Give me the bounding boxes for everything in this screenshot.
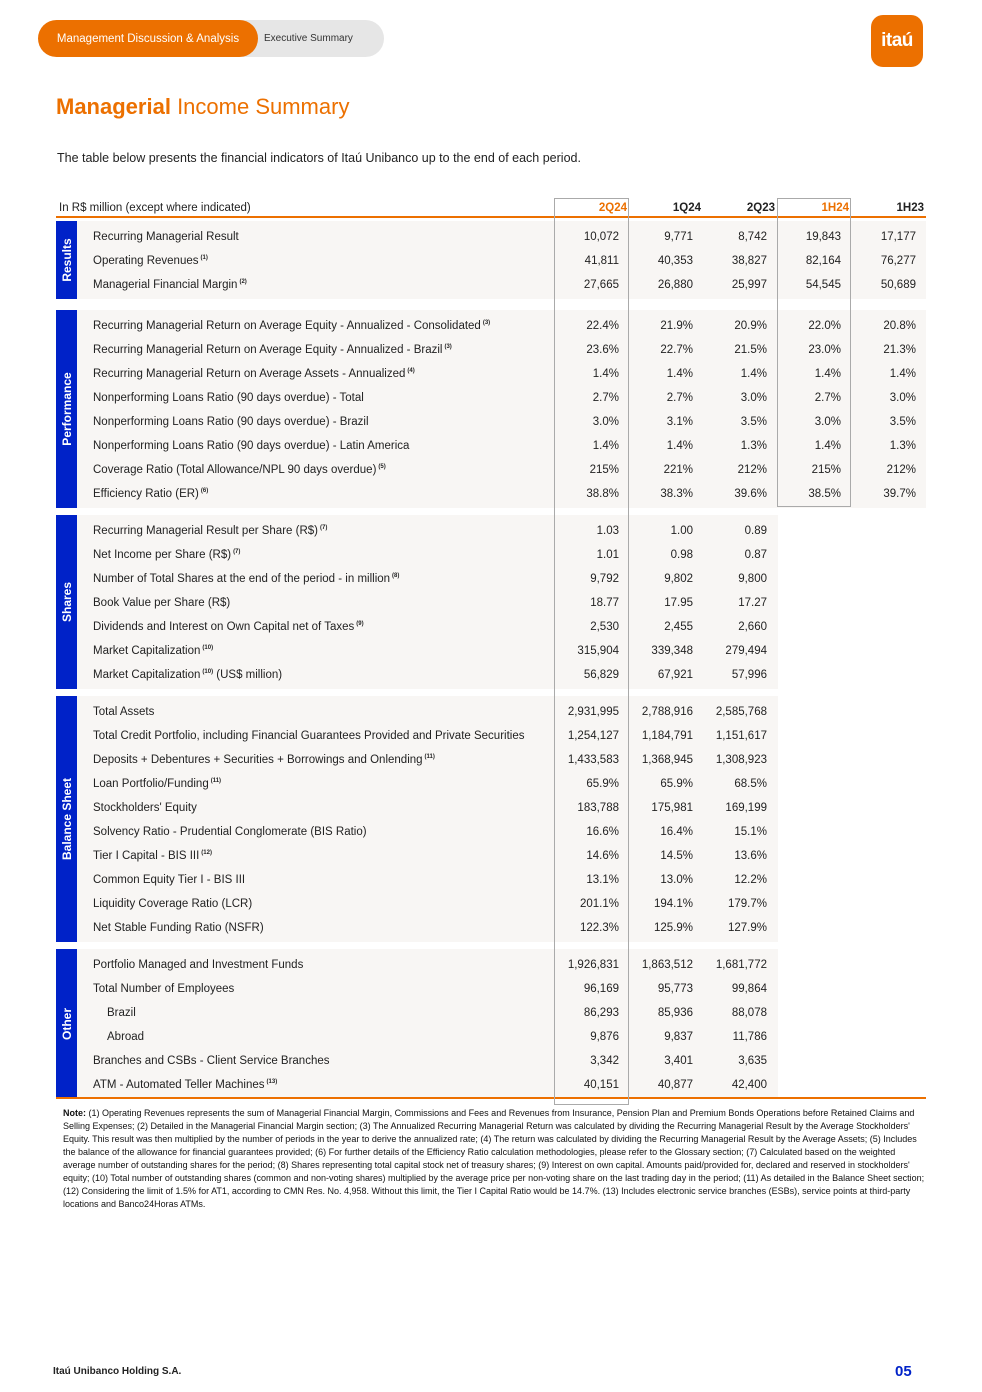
table-row <box>93 440 926 456</box>
row-label <box>93 983 234 995</box>
cell-1h24: 19,843 <box>805 231 841 243</box>
cell-2q24: 40,151 <box>583 1079 619 1091</box>
table-row <box>93 320 926 336</box>
section-bar-results <box>56 221 77 299</box>
cell-1q24: 1,368,945 <box>641 754 693 766</box>
cell-1h24: 1.4% <box>814 368 841 380</box>
cell-1q24: 1,184,791 <box>641 730 693 742</box>
cell-2q23: 279,494 <box>725 645 767 657</box>
row-label-text: Efficiency Ratio (ER) <box>93 488 199 500</box>
cell-2q24: 38.8% <box>586 488 619 500</box>
cell-2q24: 9,876 <box>590 1031 619 1043</box>
row-label <box>93 573 399 585</box>
itau-logo: itaú <box>871 15 923 67</box>
cell-2q23: 1,681,772 <box>715 959 767 971</box>
cell-2q24: 1.03 <box>596 525 619 537</box>
row-label <box>93 368 415 380</box>
cell-2q23: 11,786 <box>732 1031 767 1043</box>
cell-1h24: 54,545 <box>805 279 841 291</box>
cell-1q24: 221% <box>663 464 693 476</box>
cell-1q24: 38.3% <box>660 488 693 500</box>
table-row <box>93 573 926 589</box>
row-label <box>93 959 303 971</box>
cell-1q24: 194.1% <box>653 898 693 910</box>
table-row <box>93 802 926 818</box>
cell-1q24: 2,788,916 <box>641 706 693 718</box>
cell-1q24: 3.1% <box>666 416 693 428</box>
row-label <box>93 621 364 633</box>
cell-2q23: 99,864 <box>731 983 767 995</box>
cell-2q24: 1.01 <box>596 549 619 561</box>
cell-2q23: 1.3% <box>740 440 767 452</box>
row-label <box>93 1079 277 1091</box>
cell-2q23: 42,400 <box>731 1079 767 1091</box>
table-row <box>93 525 926 541</box>
footnote-ref: (7) <box>320 525 328 532</box>
cell-1h24: 22.0% <box>808 320 841 332</box>
cell-1q24: 16.4% <box>660 826 693 838</box>
table-row <box>93 645 926 661</box>
cell-1h23: 21.3% <box>883 344 916 356</box>
cell-1h23: 20.8% <box>883 320 916 332</box>
footnote-ref: (10) <box>202 669 214 676</box>
row-label <box>93 778 221 790</box>
cell-1h23: 50,689 <box>880 279 916 291</box>
column-header-2q24: 2Q24 <box>598 202 627 214</box>
row-label-text: Market Capitalization <box>93 645 201 657</box>
row-label <box>93 706 154 718</box>
cell-1q24: 1.4% <box>666 440 693 452</box>
cell-1h24: 23.0% <box>808 344 841 356</box>
row-label-text: Common Equity Tier I - BIS III <box>93 874 246 886</box>
cell-2q23: 25,997 <box>731 279 767 291</box>
cell-2q24: 1,254,127 <box>567 730 619 742</box>
row-label-text: Total Number of Employees <box>93 983 235 995</box>
table-row <box>93 621 926 637</box>
footnotes <box>63 1107 927 1211</box>
intro-text: The table below presents the financial indicators of Itaú Unibanco up to the end of each period. <box>57 151 581 165</box>
cell-1h23: 212% <box>886 464 916 476</box>
cell-2q24: 16.6% <box>586 826 619 838</box>
cell-2q24: 2.7% <box>592 392 619 404</box>
table-row <box>93 874 926 890</box>
footer-company: Itaú Unibanco Holding S.A. <box>53 1366 182 1377</box>
row-label <box>93 754 435 766</box>
title-bold: Managerial <box>56 94 171 119</box>
cell-1q24: 1.00 <box>670 525 693 537</box>
cell-1q24: 40,353 <box>657 255 693 267</box>
cell-2q24: 2,931,995 <box>567 706 619 718</box>
cell-1h23: 3.0% <box>889 392 916 404</box>
cell-2q24: 18.77 <box>590 597 619 609</box>
row-label <box>93 645 213 657</box>
table-row <box>93 549 926 565</box>
cell-2q23: 2,585,768 <box>715 706 767 718</box>
footnote-ref: (11) <box>424 754 435 761</box>
row-label-text: Total Assets <box>93 706 155 718</box>
row-label-text: Nonperforming Loans Ratio (90 days overdue) - Total <box>93 392 364 404</box>
row-label <box>93 1055 330 1067</box>
row-label <box>93 320 490 332</box>
cell-2q24: 1,433,583 <box>567 754 619 766</box>
footnote-ref: (8) <box>392 573 400 580</box>
cell-2q24: 96,169 <box>583 983 619 995</box>
row-label <box>93 669 282 681</box>
row-label <box>93 850 212 862</box>
cell-2q23: 127.9% <box>727 922 767 934</box>
cell-2q24: 201.1% <box>579 898 619 910</box>
cell-1h23: 1.4% <box>889 368 916 380</box>
cell-2q24: 14.6% <box>586 850 619 862</box>
row-label <box>93 898 252 910</box>
table-row <box>93 922 926 938</box>
cell-2q24: 3,342 <box>590 1055 619 1067</box>
row-label-text: Net Stable Funding Ratio (NSFR) <box>93 922 264 934</box>
cell-2q23: 179.7% <box>727 898 767 910</box>
table-row <box>93 464 926 480</box>
row-label-text: Tier I Capital - BIS III <box>93 850 200 862</box>
cell-2q24: 22.4% <box>586 320 619 332</box>
section-label: Results <box>59 238 74 282</box>
cell-1q24: 3,401 <box>664 1055 693 1067</box>
table-row <box>93 730 926 746</box>
section-bar-other <box>56 949 77 1099</box>
row-label-suffix: (US$ million) <box>213 669 283 681</box>
table-row <box>93 344 926 360</box>
cell-1h24: 38.5% <box>808 488 841 500</box>
cell-2q23: 0.89 <box>744 525 767 537</box>
cell-2q23: 8,742 <box>738 231 767 243</box>
header-tabs <box>38 20 384 57</box>
footnote-ref: (9) <box>356 621 364 628</box>
cell-1q24: 9,771 <box>664 231 693 243</box>
cell-2q23: 21.5% <box>734 344 767 356</box>
cell-1q24: 22.7% <box>660 344 693 356</box>
row-label <box>93 488 208 500</box>
table-row <box>93 778 926 794</box>
cell-1h24: 2.7% <box>814 392 841 404</box>
column-header-2q23: 2Q23 <box>746 202 775 214</box>
cell-1q24: 67,921 <box>657 669 693 681</box>
row-label <box>93 1007 136 1019</box>
cell-2q24: 215% <box>589 464 619 476</box>
table-row <box>93 416 926 432</box>
page-number: 05 <box>895 1363 912 1380</box>
note-text: (1) Operating Revenues represents the sum of Managerial Financial Margin, Commissions and Fees and Revenues from Insurance, Pension Plan and Premium Bonds Operations before Retained Claims and Selling Expenses; (2) Detailed in the Managerial Financial Margin section; (3) The Annualized Recurring Managerial Return was calculated by dividing the Recurring Managerial Result by the Average Stockholders' Equity. This result was then multiplied by the number of periods in the year to derive the annualized rate; (4) The return was calculated by dividing the Recurring Managerial Result by the Average Assets; (5) Includes the balance of the allowance for financial guarantees provided; (6) For further details of the Efficiency Ratio calculation methodologies, please refer to the Glossary section; (7) Calculated based on the weighted average number of outstanding shares for the period; (8) Shares representing total capital stock net of treasury shares; (9) Interest on own capital. Amounts paid/provided for, declared and reserved in stockholders' equity; (10) Total number of outstanding shares (common and non-voting shares) multiplied by the average price per non-voting share on the last trading day in the period; (11) As detailed in the Balance Sheet section; (12) Considering the limit of 1.5% for AT1, according to CMN Res. No. 4,958. Without this limit, the Tier I Capital Ratio would be 14.7%. (13) Includes electronic service branches (ESBs), service points at third-party locations and Banco24Horas ATMs. <box>63 1108 925 1209</box>
table-row <box>93 255 926 271</box>
cell-1q24: 125.9% <box>653 922 693 934</box>
table-row <box>93 1031 926 1047</box>
cell-2q24: 2,530 <box>590 621 619 633</box>
row-label-text: Loan Portfolio/Funding <box>93 778 209 790</box>
cell-2q24: 56,829 <box>583 669 619 681</box>
cell-1h23: 17,177 <box>880 231 916 243</box>
cell-1h23: 3.5% <box>889 416 916 428</box>
cell-1q24: 9,837 <box>664 1031 693 1043</box>
footnote-ref: (12) <box>201 850 212 857</box>
cell-2q23: 1,151,617 <box>715 730 767 742</box>
row-label-text: Portfolio Managed and Investment Funds <box>93 959 304 971</box>
row-label <box>93 525 327 537</box>
cell-1q24: 26,880 <box>657 279 693 291</box>
section-label: Performance <box>59 372 74 446</box>
cell-1h23: 39.7% <box>883 488 916 500</box>
cell-1q24: 21.9% <box>660 320 693 332</box>
cell-1q24: 1,863,512 <box>641 959 693 971</box>
footnote-ref: (3) <box>444 344 452 351</box>
table-row <box>93 898 926 914</box>
tab-executive-summary[interactable]: Executive Summary <box>234 20 384 57</box>
row-label-text: Deposits + Debentures + Securities + Borrowings and Onlending <box>93 754 423 766</box>
row-label-text: Solvency Ratio - Prudential Conglomerate (BIS Ratio) <box>93 826 367 838</box>
row-label-text: Recurring Managerial Return on Average Equity - Annualized - Brazil <box>93 344 443 356</box>
cell-1q24: 17.95 <box>664 597 693 609</box>
row-label <box>93 279 247 291</box>
row-label-text: Market Capitalization <box>93 669 201 681</box>
note-label: Note: <box>63 1108 86 1118</box>
cell-1h24: 3.0% <box>814 416 841 428</box>
row-label <box>93 922 264 934</box>
table-row <box>93 959 926 975</box>
cell-2q23: 169,199 <box>725 802 767 814</box>
cell-1q24: 0.98 <box>670 549 693 561</box>
cell-2q23: 9,800 <box>738 573 767 585</box>
row-label-text: Nonperforming Loans Ratio (90 days overdue) - Latin America <box>93 440 410 452</box>
cell-2q23: 88,078 <box>731 1007 767 1019</box>
footnote-ref: (3) <box>482 320 491 327</box>
table-row <box>93 754 926 770</box>
table-row <box>93 279 926 295</box>
row-label-text: Recurring Managerial Return on Average Assets - Annualized <box>93 368 406 380</box>
table-row <box>93 1079 926 1095</box>
row-label-text: Recurring Managerial Result per Share (R$) <box>93 525 318 537</box>
cell-2q24: 86,293 <box>583 1007 619 1019</box>
footnote-ref: (5) <box>378 464 386 471</box>
row-label <box>93 344 452 356</box>
cell-2q24: 3.0% <box>592 416 619 428</box>
cell-1q24: 2.7% <box>666 392 693 404</box>
cell-2q24: 9,792 <box>590 573 619 585</box>
cell-2q23: 3.0% <box>740 392 767 404</box>
section-bar-shares <box>56 515 77 689</box>
footnote-ref: (6) <box>200 488 209 495</box>
row-label <box>93 597 230 609</box>
cell-2q24: 23.6% <box>586 344 619 356</box>
cell-2q23: 3.5% <box>740 416 767 428</box>
cell-2q24: 1,926,831 <box>567 959 619 971</box>
cell-1h24: 82,164 <box>805 255 841 267</box>
table-row <box>93 231 926 247</box>
table-row <box>93 488 926 504</box>
cell-2q24: 65.9% <box>586 778 619 790</box>
row-label-text: Recurring Managerial Result <box>93 231 239 243</box>
table-row <box>93 1055 926 1071</box>
cell-2q24: 27,665 <box>583 279 619 291</box>
row-label-text: Operating Revenues <box>93 255 199 267</box>
cell-2q23: 2,660 <box>738 621 767 633</box>
tab-management-discussion[interactable]: Management Discussion & Analysis <box>38 20 258 57</box>
footnote-ref: (11) <box>210 778 222 785</box>
row-label-text: Stockholders' Equity <box>93 802 197 814</box>
cell-1q24: 85,936 <box>657 1007 693 1019</box>
cell-2q23: 17.27 <box>738 597 767 609</box>
row-label <box>93 464 386 476</box>
cell-2q23: 57,996 <box>731 669 767 681</box>
cell-2q23: 3,635 <box>738 1055 767 1067</box>
section-bar-balance-sheet <box>56 696 77 942</box>
title-rest: Income Summary <box>177 94 350 119</box>
row-label-text: Book Value per Share (R$) <box>93 597 231 609</box>
table-row <box>93 826 926 842</box>
column-header-1h24: 1H24 <box>821 202 849 214</box>
footnote-ref: (1) <box>200 255 208 262</box>
cell-2q24: 41,811 <box>584 255 619 267</box>
row-label <box>93 440 409 452</box>
cell-2q24: 1.4% <box>592 440 619 452</box>
row-label <box>93 730 524 742</box>
units-label: In R$ million (except where indicated) <box>59 202 251 214</box>
row-label-text: ATM - Automated Teller Machines <box>93 1079 265 1091</box>
cell-2q23: 15.1% <box>734 826 767 838</box>
row-label-text: Coverage Ratio (Total Allowance/NPL 90 days overdue) <box>93 464 377 476</box>
cell-1q24: 95,773 <box>657 983 693 995</box>
cell-1h23: 76,277 <box>880 255 916 267</box>
row-label <box>93 1031 144 1043</box>
cell-2q24: 1.4% <box>592 368 619 380</box>
cell-1h23: 1.3% <box>889 440 916 452</box>
section-label: Other <box>59 1007 74 1041</box>
cell-1q24: 9,802 <box>664 573 693 585</box>
cell-2q23: 39.6% <box>734 488 767 500</box>
table-row <box>93 368 926 384</box>
section-label: Shares <box>59 581 74 623</box>
row-label-text: Dividends and Interest on Own Capital net of Taxes <box>93 621 355 633</box>
row-label <box>93 826 367 838</box>
section-label: Balance Sheet <box>59 777 74 861</box>
cell-1q24: 2,455 <box>664 621 693 633</box>
cell-2q24: 122.3% <box>579 922 619 934</box>
row-label-text: Net Income per Share (R$) <box>93 549 232 561</box>
row-label-text: Nonperforming Loans Ratio (90 days overdue) - Brazil <box>93 416 369 428</box>
table-row <box>93 983 926 999</box>
row-label-text: Brazil <box>107 1007 136 1019</box>
cell-2q23: 212% <box>737 464 767 476</box>
cell-2q23: 38,827 <box>731 255 767 267</box>
cell-1q24: 13.0% <box>660 874 693 886</box>
row-label-text: Total Credit Portfolio, including Financial Guarantees Provided and Private Securities <box>93 730 525 742</box>
page-title <box>56 94 349 120</box>
row-label <box>93 874 245 886</box>
row-label <box>93 416 369 428</box>
row-label-text: Number of Total Shares at the end of the period - in million <box>93 573 391 585</box>
table-row <box>93 392 926 408</box>
section-bar-performance <box>56 310 77 508</box>
cell-1q24: 40,877 <box>657 1079 693 1091</box>
footnote-ref: (10) <box>202 645 214 652</box>
cell-2q23: 20.9% <box>734 320 767 332</box>
cell-2q23: 0.87 <box>744 549 767 561</box>
cell-2q24: 13.1% <box>586 874 619 886</box>
cell-2q24: 10,072 <box>583 231 619 243</box>
footnote-ref: (7) <box>233 549 241 556</box>
row-label <box>93 802 197 814</box>
column-header-1h23: 1H23 <box>896 202 924 214</box>
row-label-text: Liquidity Coverage Ratio (LCR) <box>93 898 253 910</box>
row-label-text: Managerial Financial Margin <box>93 279 238 291</box>
footnote-ref: (4) <box>407 368 415 375</box>
table-row <box>93 706 926 722</box>
column-header-1q24: 1Q24 <box>672 202 701 214</box>
row-label <box>93 392 364 404</box>
table-row <box>93 1007 926 1023</box>
table-bottom-rule <box>56 1097 926 1099</box>
header-rule <box>56 216 926 218</box>
row-label-text: Abroad <box>107 1031 145 1043</box>
row-label <box>93 549 240 561</box>
footnote-ref: (13) <box>266 1079 278 1086</box>
cell-2q23: 68.5% <box>734 778 767 790</box>
row-label <box>93 231 239 243</box>
cell-2q23: 1,308,923 <box>715 754 767 766</box>
row-label-text: Branches and CSBs - Client Service Branches <box>93 1055 330 1067</box>
cell-2q23: 12.2% <box>734 874 767 886</box>
row-label <box>93 255 208 267</box>
cell-2q24: 315,904 <box>577 645 619 657</box>
cell-1q24: 14.5% <box>660 850 693 862</box>
cell-1q24: 175,981 <box>651 802 693 814</box>
table-row <box>93 850 926 866</box>
table-row <box>93 669 926 685</box>
table-row <box>93 597 926 613</box>
row-label-text: Recurring Managerial Return on Average Equity - Annualized - Consolidated <box>93 320 481 332</box>
cell-1q24: 65.9% <box>660 778 693 790</box>
cell-2q24: 183,788 <box>577 802 619 814</box>
cell-1q24: 1.4% <box>666 368 693 380</box>
cell-1h24: 215% <box>811 464 841 476</box>
cell-1q24: 339,348 <box>651 645 693 657</box>
footnote-ref: (2) <box>239 279 247 286</box>
cell-2q23: 1.4% <box>740 368 767 380</box>
cell-1h24: 1.4% <box>814 440 841 452</box>
cell-2q23: 13.6% <box>734 850 767 862</box>
